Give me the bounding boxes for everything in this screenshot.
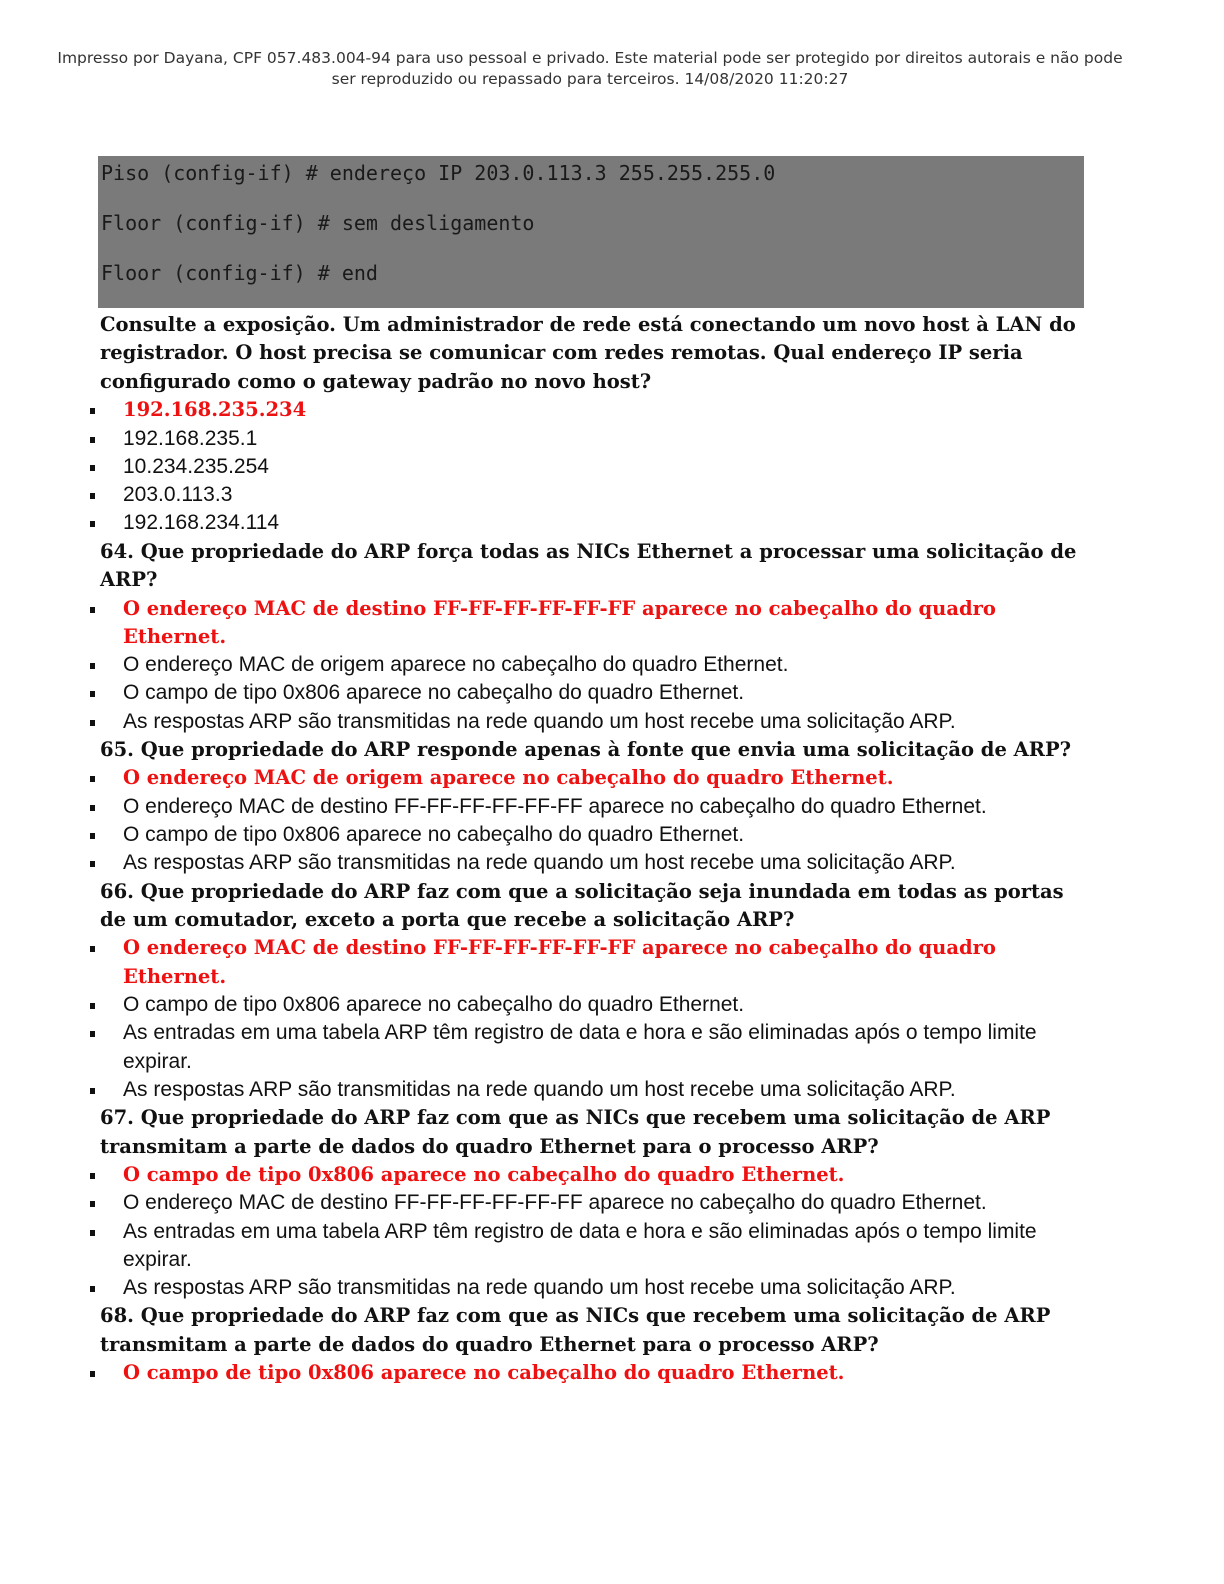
print-notice-line-2: ser reproduzido ou repassado para terceiros. 14/08/2020 11:20:27 [331,70,849,88]
question-text: 66. Que propriedade do ARP faz com que a solicitação seja inundada em todas as portas de um comutador, exceto a porta que recebe a solicitação ARP? [100,879,1064,931]
answer-option: As entradas em uma tabela ARP têm registro de data e hora e são eliminadas após o tempo limite expirar. [100,1019,1090,1076]
answer-option-correct: 192.168.235.234 [100,396,1090,424]
answer-option: As respostas ARP são transmitidas na rede quando um host recebe uma solicitação ARP. [100,1274,1090,1302]
answer-options [100,764,1090,877]
answer-option: 192.168.234.114 [100,509,1090,537]
code-line: Floor (config-if) # end [101,261,378,285]
question-block [100,538,1090,736]
question-list [100,311,1090,1388]
answer-options [100,396,1090,537]
answer-options [100,934,1090,1104]
answer-option: O campo de tipo 0x806 aparece no cabeçalho do quadro Ethernet. [100,991,1090,1019]
question-text: Consulte a exposição. Um administrador de rede está conectando um novo host à LAN do registrador. O host precisa se comunicar com redes remotas. Qual endereço IP seria configurado como o gateway padrão no novo host? [100,313,1076,393]
answer-option: O campo de tipo 0x806 aparece no cabeçalho do quadro Ethernet. [100,679,1090,707]
answer-option-correct: O endereço MAC de destino FF-FF-FF-FF-FF-FF aparece no cabeçalho do quadro Ethernet. [100,595,1090,652]
answer-option-correct: O endereço MAC de destino FF-FF-FF-FF-FF-FF aparece no cabeçalho do quadro Ethernet. [100,934,1090,991]
question-text: 64. Que propriedade do ARP força todas as NICs Ethernet a processar uma solicitação de ARP? [100,539,1077,592]
question-block [100,1302,1090,1387]
answer-options [100,595,1090,736]
question-block [100,736,1090,878]
cli-code-block [98,156,1084,308]
answer-options [100,1161,1090,1302]
print-notice-line-1: Impresso por Dayana, CPF 057.483.004-94 para uso pessoal e privado. Este material pode ser protegido por direitos autorais e não pode [57,49,1123,67]
code-line: Floor (config-if) # sem desligamento [101,211,535,235]
answer-option-correct: O campo de tipo 0x806 aparece no cabeçalho do quadro Ethernet. [100,1161,1090,1189]
question-text: 68. Que propriedade do ARP faz com que as NICs que recebem uma solicitação de ARP transmitam a parte de dados do quadro Ethernet para o processo ARP? [100,1304,1051,1356]
question-text: 67. Que propriedade do ARP faz com que as NICs que recebem uma solicitação de ARP transmitam a parte de dados do quadro Ethernet para o processo ARP? [100,1106,1051,1158]
answer-option-correct: O endereço MAC de origem aparece no cabeçalho do quadro Ethernet. [100,764,1090,792]
print-notice-header [0,48,1180,90]
answer-option: As respostas ARP são transmitidas na rede quando um host recebe uma solicitação ARP. [100,708,1090,736]
question-text: 65. Que propriedade do ARP responde apenas à fonte que envia uma solicitação de ARP? [100,738,1072,761]
answer-option: O campo de tipo 0x806 aparece no cabeçalho do quadro Ethernet. [100,821,1090,849]
answer-option: O endereço MAC de destino FF-FF-FF-FF-FF-FF aparece no cabeçalho do quadro Ethernet. [100,1189,1090,1217]
code-line: Piso (config-if) # endereço IP 203.0.113.3 255.255.255.0 [101,161,776,185]
answer-option: 10.234.235.254 [100,453,1090,481]
answer-option: 203.0.113.3 [100,481,1090,509]
answer-option: O endereço MAC de origem aparece no cabeçalho do quadro Ethernet. [100,651,1090,679]
question-block [100,311,1090,538]
answer-option-correct: O campo de tipo 0x806 aparece no cabeçalho do quadro Ethernet. [100,1359,1090,1387]
answer-option: O endereço MAC de destino FF-FF-FF-FF-FF-FF aparece no cabeçalho do quadro Ethernet. [100,793,1090,821]
answer-option: As entradas em uma tabela ARP têm registro de data e hora e são eliminadas após o tempo limite expirar. [100,1218,1090,1275]
answer-option: As respostas ARP são transmitidas na rede quando um host recebe uma solicitação ARP. [100,849,1090,877]
answer-options [100,1359,1090,1387]
answer-option: As respostas ARP são transmitidas na rede quando um host recebe uma solicitação ARP. [100,1076,1090,1104]
question-block [100,878,1090,1105]
answer-option: 192.168.235.1 [100,425,1090,453]
question-block [100,1104,1090,1302]
